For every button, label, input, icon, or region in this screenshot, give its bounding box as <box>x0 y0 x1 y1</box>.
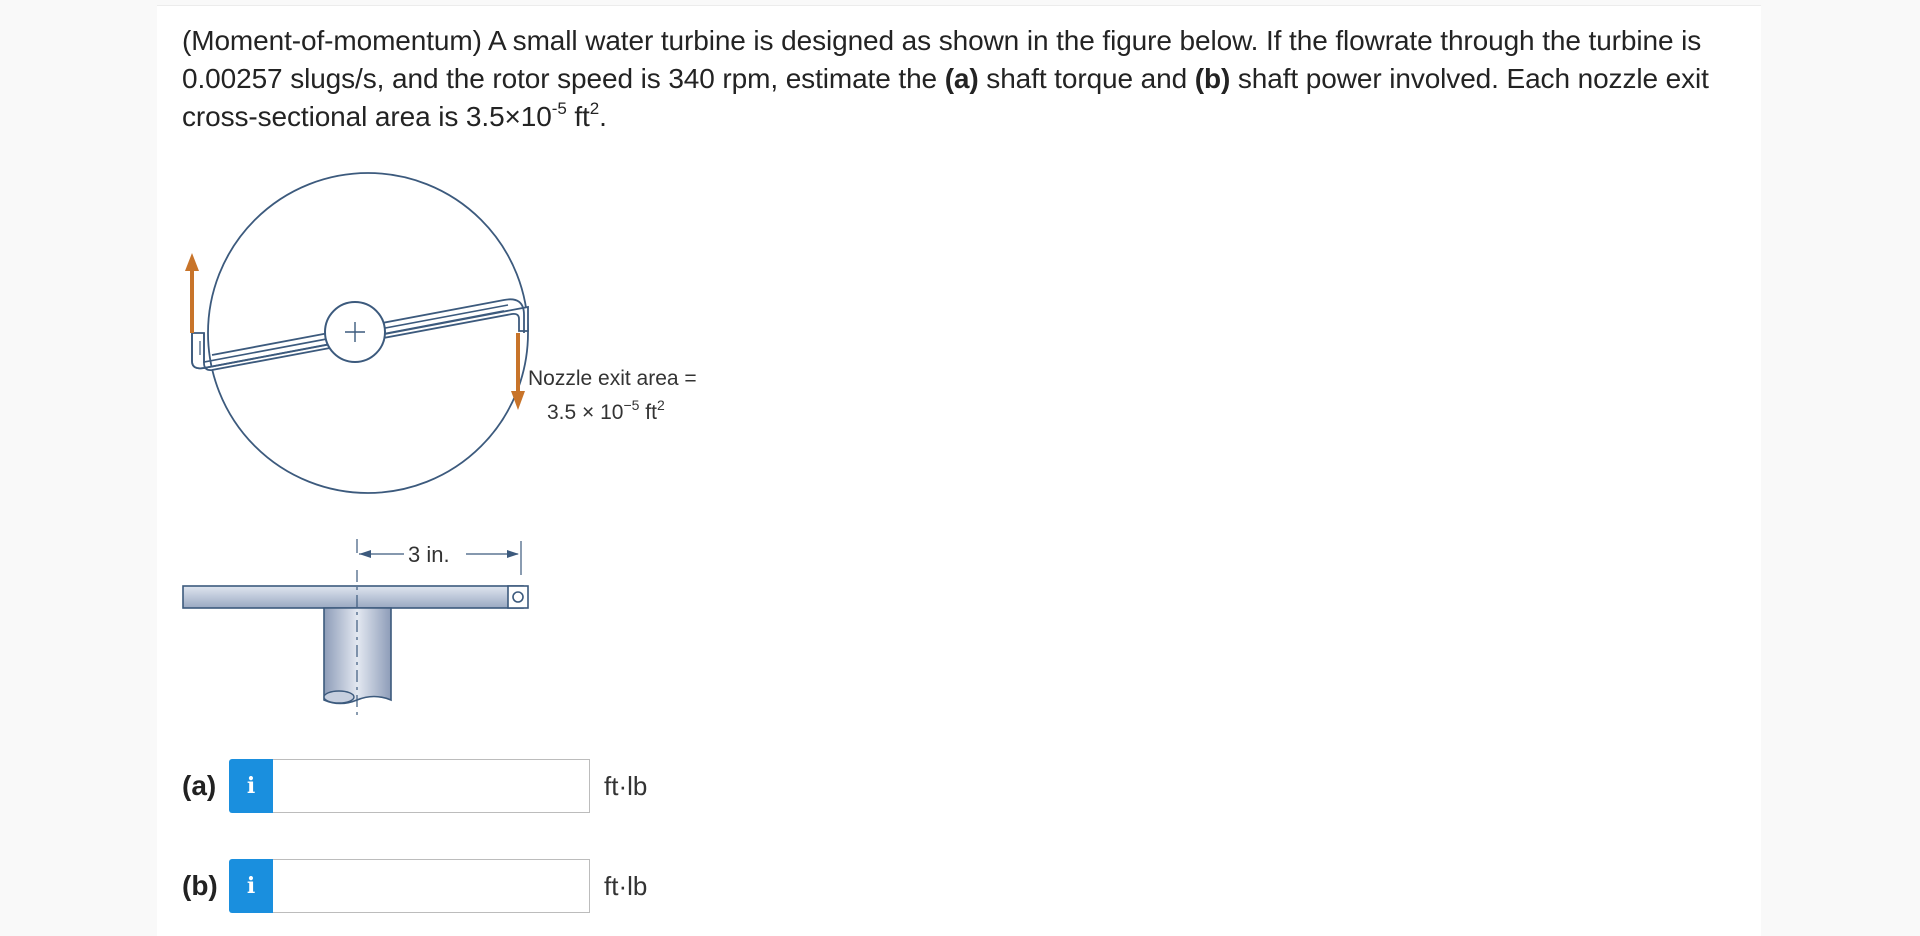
jet-up-arrow <box>185 253 199 333</box>
answer-b-input[interactable] <box>273 859 590 913</box>
answer-row-b <box>182 858 647 914</box>
unit-b: ft·lb <box>604 870 648 901</box>
answer-a-input[interactable] <box>273 759 590 813</box>
question-text: (Moment-of-momentum) A small water turbine is designed as shown in the figure below. If the flowrate through the turbine is 0.00257 slugs/s, and the rotor speed is 340 rpm, estimate the (a) shaft torque and (b) shaft power involved. Each nozzle exit cross-sectional area is $3.5\times 10^{-5}$ $ft^2$. <box>182 25 1709 132</box>
part-a-label: (a) <box>182 770 217 801</box>
nozzle-label-line2: $3.5 \times 10^{-5}$ $ft^2$ <box>547 397 665 424</box>
info-icon[interactable]: i <box>229 859 273 913</box>
part-b-label: (b) <box>182 870 218 901</box>
answer-row-a <box>182 758 647 814</box>
nozzle-label-line1: Nozzle exit area = <box>528 367 697 390</box>
svg-text:3 in.: 3 in. <box>408 542 450 567</box>
part-a-marker: (a) <box>944 63 979 94</box>
info-icon[interactable]: i <box>229 759 273 813</box>
turbine-figure <box>178 165 738 730</box>
part-b-marker: (b) <box>1194 63 1231 94</box>
side-arm <box>183 586 523 608</box>
unit-a: ft·lb <box>604 770 648 801</box>
dimension-3in <box>357 539 521 575</box>
